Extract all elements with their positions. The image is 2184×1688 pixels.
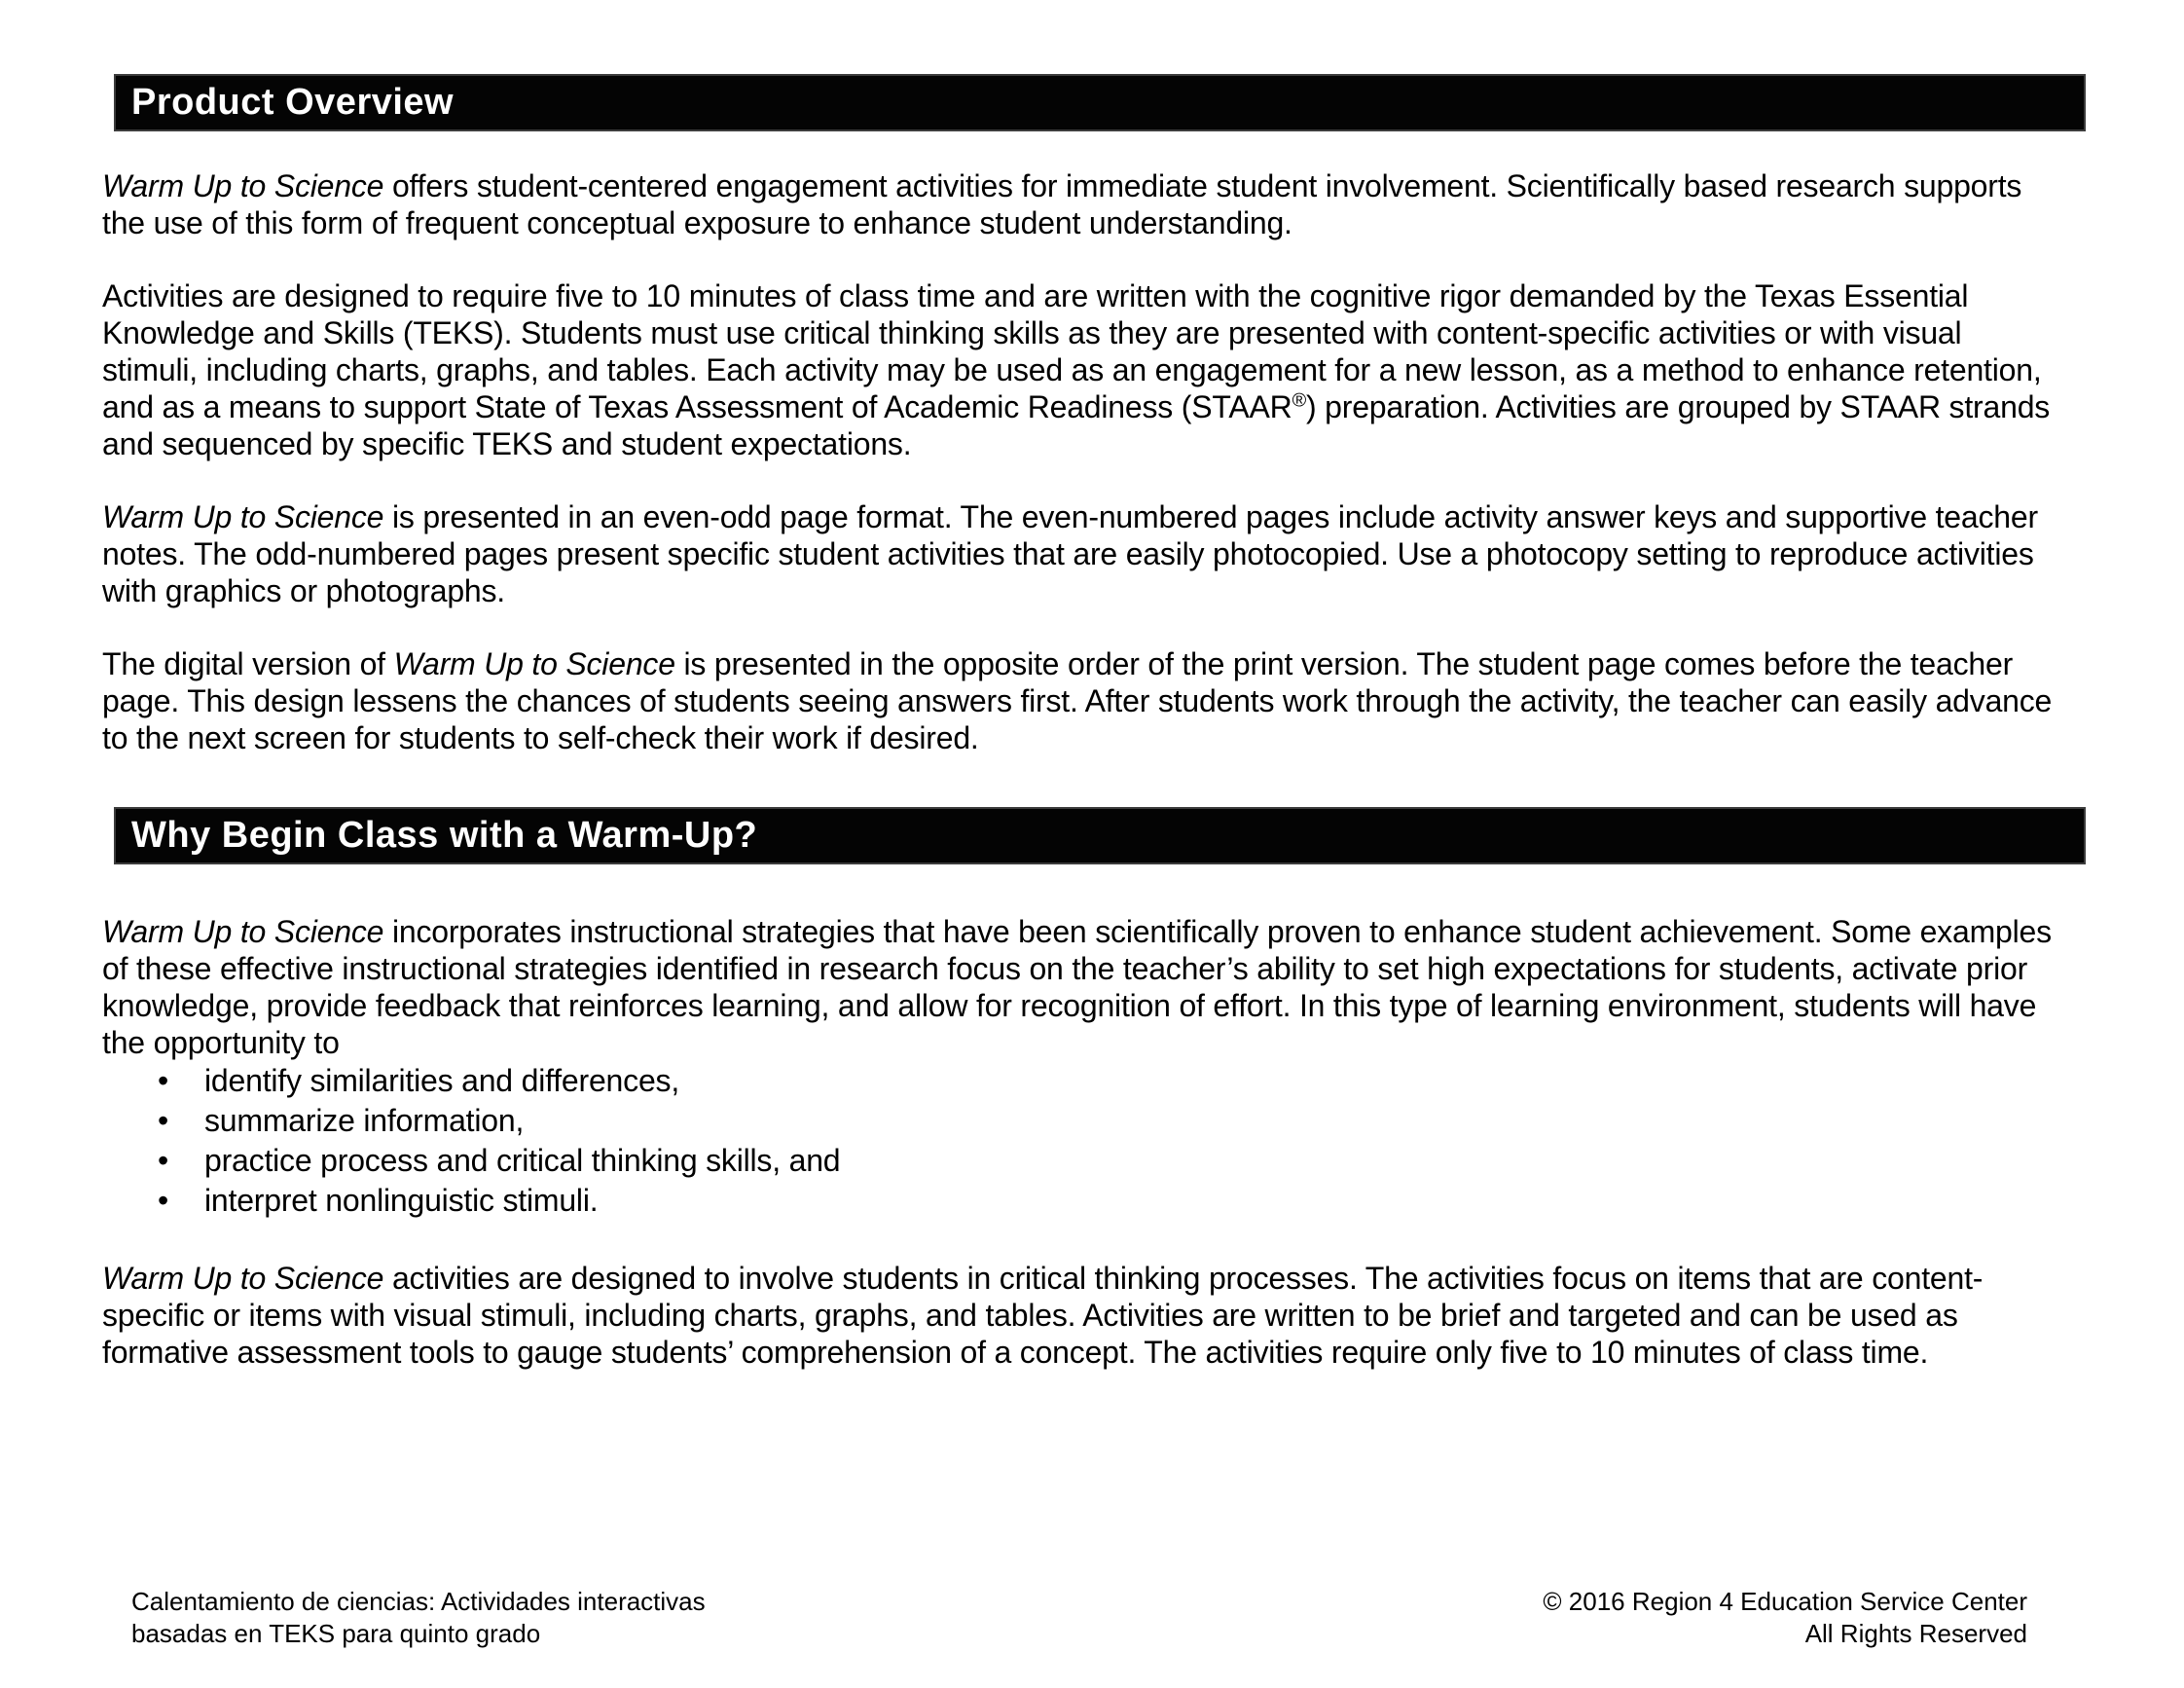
bullet-text: interpret nonlinguistic stimuli. <box>204 1183 599 1218</box>
footer-copyright <box>1543 1586 2027 1650</box>
bullet-text: practice process and critical thinking skills, and <box>204 1143 841 1178</box>
paragraph-overview-2: Activities are designed to require five to 10 minutes of class time and are written with the cognitive rigor demanded by the Texas Essential Knowledge and Skills (TEKS). Students must use critical thinking skills as they are presented with content-specific activities or with visual stimuli, including charts, graphs, and tables. Each activity may be used as an engagement for a new lesson, as a method to enhance retention, and as a means to support State of Texas Assessment of Academic Readiness (STAAR®) preparation. Activities are grouped by STAAR strands and sequenced by specific TEKS and student expectations. <box>102 278 2051 461</box>
footer-spanish-title <box>131 1586 706 1650</box>
paragraph-overview-3: Warm Up to Science is presented in an even-odd page format. The even-numbered pages include activity answer keys and supportive teacher notes. The odd-numbered pages present specific student activities that are easily photocopied. Use a photocopy setting to reproduce activities with graphics or photographs. <box>102 499 2038 608</box>
paragraph-overview-4: The digital version of Warm Up to Science is presented in the opposite order of the print version. The student page comes before the teacher page. This design lessens the chances of students seeing answers first. After students work through the activity, the teacher can easily advance to the next screen for students to self-check their work if desired. <box>102 646 2053 755</box>
footer-copyright-line1: © 2016 Region 4 Education Service Center <box>1543 1587 2027 1616</box>
section-header-product-overview <box>114 74 2086 131</box>
footer-spanish-line2: basadas en TEKS para quinto grado <box>131 1619 541 1648</box>
list-item <box>102 1101 2060 1141</box>
bullet-list <box>102 1061 2060 1221</box>
section-title-why-begin: Why Begin Class with a Warm-Up? <box>131 815 758 856</box>
bullet-icon: • <box>158 1103 169 1138</box>
list-item <box>102 1181 2060 1221</box>
section-title-product-overview: Product Overview <box>131 82 455 123</box>
paragraph-overview-1: Warm Up to Science offers student-centered engagement activities for immediate student involvement. Scientifically based research supports the use of this form of frequent conceptual exposure to enhance student understanding. <box>102 168 2022 240</box>
bullet-text: summarize information, <box>204 1103 525 1138</box>
bullet-text: identify similarities and differences, <box>204 1063 680 1098</box>
section-header-why-begin <box>114 807 2086 864</box>
footer-copyright-line2: All Rights Reserved <box>1804 1619 2027 1648</box>
paragraph-why-begin-closing: Warm Up to Science activities are designed to involve students in critical thinking processes. The activities focus on items that are content-specific or items with visual stimuli, including charts, graphs, and tables. Activities are written to be brief and targeted and can be used as formative assessment tools to gauge students’ comprehension of a concept. The activities require only five to 10 minutes of class time. <box>102 1261 1984 1370</box>
bullet-icon: • <box>158 1183 169 1218</box>
paragraph-why-begin-intro: Warm Up to Science incorporates instructional strategies that have been scientifically proven to enhance student achievement. Some examples of these effective instructional strategies identified in research focus on the teacher’s ability to set high expectations for students, activate prior knowledge, provide feedback that reinforces learning, and allow for recognition of effort. In this type of learning environment, students will have the opportunity to <box>102 914 2052 1060</box>
bullet-icon: • <box>158 1063 169 1098</box>
footer-spanish-line1: Calentamiento de ciencias: Actividades interactivas <box>131 1587 706 1616</box>
list-item <box>102 1061 2060 1101</box>
page-content <box>102 0 2060 1371</box>
bullet-icon: • <box>158 1143 169 1178</box>
list-item <box>102 1141 2060 1181</box>
